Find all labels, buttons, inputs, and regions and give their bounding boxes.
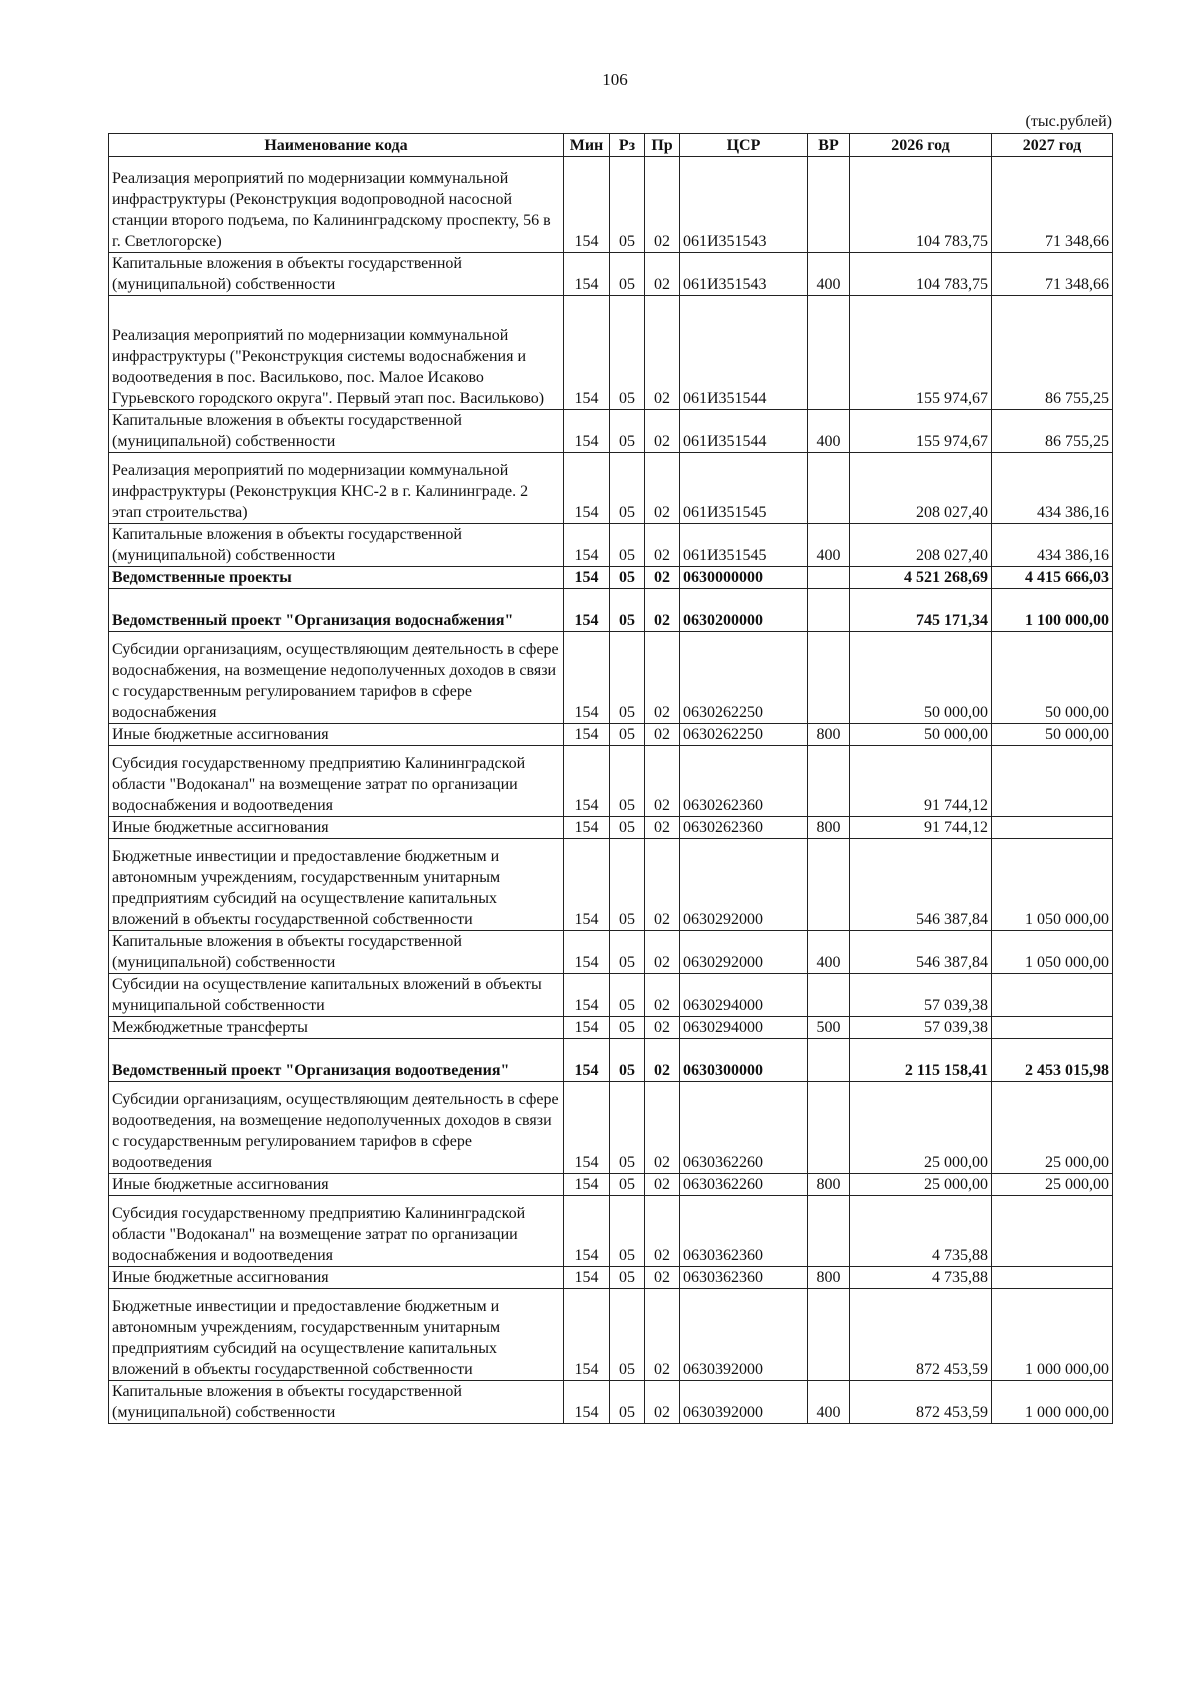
cell-2027: 434 386,16 — [992, 524, 1113, 567]
cell-vr — [808, 1039, 850, 1082]
cell-2026: 50 000,00 — [850, 724, 992, 746]
cell-rz: 05 — [610, 296, 645, 410]
cell-rz: 05 — [610, 724, 645, 746]
cell-2027: 71 348,66 — [992, 253, 1113, 296]
cell-rz: 05 — [610, 974, 645, 1017]
cell-min: 154 — [564, 1082, 610, 1174]
cell-rz: 05 — [610, 746, 645, 817]
cell-name: Субсидии организациям, осуществляющим деятельность в сфере водоснабжения, на возмещение недополученных доходов в связи с государственным регулированием тарифов в сфере водоснабжения — [109, 632, 564, 724]
cell-name: Бюджетные инвестиции и предоставление бюджетным и автономным учреждениям, государственным унитарным предприятиям субсидий на осуществление капитальных вложений в объекты государственной собственности — [109, 1289, 564, 1381]
cell-rz: 05 — [610, 1174, 645, 1196]
header-rz: Рз — [610, 134, 645, 157]
cell-min: 154 — [564, 410, 610, 453]
cell-pr: 02 — [645, 410, 680, 453]
cell-vr: 800 — [808, 724, 850, 746]
cell-2027: 50 000,00 — [992, 724, 1113, 746]
cell-csr: 061И351543 — [680, 157, 808, 253]
table-row — [109, 157, 1113, 253]
cell-rz: 05 — [610, 453, 645, 524]
cell-vr: 400 — [808, 253, 850, 296]
cell-rz: 05 — [610, 931, 645, 974]
cell-name: Ведомственный проект "Организация водоснабжения" — [109, 589, 564, 632]
cell-2026: 4 735,88 — [850, 1196, 992, 1267]
table-row — [109, 589, 1113, 632]
cell-vr — [808, 296, 850, 410]
cell-name: Субсидия государственному предприятию Калининградской области "Водоканал" на возмещение затрат по организации водоснабжения и водоотведения — [109, 1196, 564, 1267]
cell-csr: 0630362260 — [680, 1174, 808, 1196]
cell-csr: 0630292000 — [680, 839, 808, 931]
cell-pr: 02 — [645, 931, 680, 974]
cell-2026: 4 735,88 — [850, 1267, 992, 1289]
table-row — [109, 524, 1113, 567]
cell-csr: 061И351544 — [680, 296, 808, 410]
cell-2027: 4 415 666,03 — [992, 567, 1113, 589]
cell-rz: 05 — [610, 817, 645, 839]
cell-vr — [808, 589, 850, 632]
cell-vr — [808, 632, 850, 724]
cell-min: 154 — [564, 1267, 610, 1289]
cell-csr: 0630300000 — [680, 1039, 808, 1082]
cell-vr: 400 — [808, 931, 850, 974]
cell-name: Капитальные вложения в объекты государственной (муниципальной) собственности — [109, 253, 564, 296]
cell-pr: 02 — [645, 1039, 680, 1082]
cell-csr: 061И351545 — [680, 524, 808, 567]
cell-2026: 872 453,59 — [850, 1289, 992, 1381]
cell-pr: 02 — [645, 1381, 680, 1424]
table-row — [109, 974, 1113, 1017]
cell-vr: 800 — [808, 817, 850, 839]
cell-2027: 71 348,66 — [992, 157, 1113, 253]
cell-csr: 0630292000 — [680, 931, 808, 974]
cell-2026: 208 027,40 — [850, 524, 992, 567]
cell-2026: 745 171,34 — [850, 589, 992, 632]
cell-csr: 061И351543 — [680, 253, 808, 296]
table-row — [109, 1196, 1113, 1267]
cell-2027: 50 000,00 — [992, 632, 1113, 724]
cell-name: Межбюджетные трансферты — [109, 1017, 564, 1039]
cell-vr — [808, 1196, 850, 1267]
cell-2026: 25 000,00 — [850, 1174, 992, 1196]
cell-pr: 02 — [645, 817, 680, 839]
cell-2026: 50 000,00 — [850, 632, 992, 724]
cell-min: 154 — [564, 567, 610, 589]
header-2026: 2026 год — [850, 134, 992, 157]
cell-min: 154 — [564, 524, 610, 567]
cell-rz: 05 — [610, 1082, 645, 1174]
cell-name: Иные бюджетные ассигнования — [109, 1267, 564, 1289]
cell-name: Субсидии организациям, осуществляющим деятельность в сфере водоотведения, на возмещение недополученных доходов в связи с государственным регулированием тарифов в сфере водоотведения — [109, 1082, 564, 1174]
cell-name: Реализация мероприятий по модернизации коммунальной инфраструктуры (Реконструкция водопроводной насосной станции второго подъема, по Калининградскому проспекту, 56 в г. Светлогорске) — [109, 157, 564, 253]
cell-2026: 872 453,59 — [850, 1381, 992, 1424]
cell-2027: 1 100 000,00 — [992, 589, 1113, 632]
cell-rz: 05 — [610, 1039, 645, 1082]
cell-csr: 0630262250 — [680, 724, 808, 746]
cell-csr: 0630294000 — [680, 974, 808, 1017]
cell-pr: 02 — [645, 1196, 680, 1267]
cell-name: Реализация мероприятий по модернизации коммунальной инфраструктуры ("Реконструкция системы водоснабжения и водоотведения в пос. Васильково, пос. Малое Исаково Гурьевского городского округа". Первый этап пос. Васильково) — [109, 296, 564, 410]
cell-2026: 25 000,00 — [850, 1082, 992, 1174]
cell-2026: 104 783,75 — [850, 253, 992, 296]
cell-rz: 05 — [610, 410, 645, 453]
table-row — [109, 746, 1113, 817]
cell-min: 154 — [564, 746, 610, 817]
units-label: (тыс.рублей) — [1025, 113, 1112, 130]
table-body — [109, 157, 1113, 1424]
table-row — [109, 1381, 1113, 1424]
cell-2027: 2 453 015,98 — [992, 1039, 1113, 1082]
cell-vr: 500 — [808, 1017, 850, 1039]
cell-name: Иные бюджетные ассигнования — [109, 724, 564, 746]
cell-name: Субсидии на осуществление капитальных вложений в объекты муниципальной собственности — [109, 974, 564, 1017]
table-row — [109, 839, 1113, 931]
cell-2026: 104 783,75 — [850, 157, 992, 253]
cell-vr — [808, 453, 850, 524]
cell-name: Реализация мероприятий по модернизации коммунальной инфраструктуры (Реконструкция КНС-2 в г. Калининграде. 2 этап строительства) — [109, 453, 564, 524]
cell-rz: 05 — [610, 1267, 645, 1289]
cell-pr: 02 — [645, 839, 680, 931]
cell-2027 — [992, 746, 1113, 817]
cell-2027: 25 000,00 — [992, 1082, 1113, 1174]
cell-pr: 02 — [645, 1017, 680, 1039]
cell-rz: 05 — [610, 1381, 645, 1424]
cell-2027 — [992, 817, 1113, 839]
cell-min: 154 — [564, 1196, 610, 1267]
cell-pr: 02 — [645, 632, 680, 724]
cell-2027 — [992, 974, 1113, 1017]
budget-table — [108, 133, 1113, 1424]
cell-2027: 86 755,25 — [992, 296, 1113, 410]
cell-csr: 0630000000 — [680, 567, 808, 589]
cell-min: 154 — [564, 296, 610, 410]
cell-2027 — [992, 1017, 1113, 1039]
table-row — [109, 453, 1113, 524]
cell-2026: 91 744,12 — [850, 746, 992, 817]
cell-rz: 05 — [610, 1289, 645, 1381]
cell-min: 154 — [564, 931, 610, 974]
cell-vr: 400 — [808, 1381, 850, 1424]
header-name: Наименование кода — [109, 134, 564, 157]
cell-2027 — [992, 1267, 1113, 1289]
table-row — [109, 632, 1113, 724]
cell-pr: 02 — [645, 746, 680, 817]
table-row — [109, 1017, 1113, 1039]
cell-min: 154 — [564, 453, 610, 524]
cell-2027 — [992, 1196, 1113, 1267]
cell-vr: 400 — [808, 410, 850, 453]
cell-csr: 0630262360 — [680, 746, 808, 817]
cell-min: 154 — [564, 817, 610, 839]
cell-csr: 0630294000 — [680, 1017, 808, 1039]
cell-csr: 0630362260 — [680, 1082, 808, 1174]
cell-vr — [808, 1082, 850, 1174]
cell-name: Бюджетные инвестиции и предоставление бюджетным и автономным учреждениям, государственным унитарным предприятиям субсидий на осуществление капитальных вложений в объекты государственной собственности — [109, 839, 564, 931]
cell-2026: 155 974,67 — [850, 296, 992, 410]
cell-name: Капитальные вложения в объекты государственной (муниципальной) собственности — [109, 931, 564, 974]
cell-2027: 1 000 000,00 — [992, 1381, 1113, 1424]
header-csr: ЦСР — [680, 134, 808, 157]
table-row — [109, 724, 1113, 746]
cell-2026: 155 974,67 — [850, 410, 992, 453]
cell-2027: 1 050 000,00 — [992, 839, 1113, 931]
header-2027: 2027 год — [992, 134, 1113, 157]
cell-pr: 02 — [645, 589, 680, 632]
cell-pr: 02 — [645, 157, 680, 253]
cell-pr: 02 — [645, 296, 680, 410]
cell-pr: 02 — [645, 1082, 680, 1174]
cell-name: Субсидия государственному предприятию Калининградской области "Водоканал" на возмещение затрат по организации водоснабжения и водоотведения — [109, 746, 564, 817]
table-row — [109, 1039, 1113, 1082]
table-row — [109, 931, 1113, 974]
cell-name: Капитальные вложения в объекты государственной (муниципальной) собственности — [109, 410, 564, 453]
cell-min: 154 — [564, 1017, 610, 1039]
page-number: 106 — [602, 70, 628, 89]
table-row — [109, 410, 1113, 453]
cell-rz: 05 — [610, 632, 645, 724]
header-pr: Пр — [645, 134, 680, 157]
cell-2027: 1 050 000,00 — [992, 931, 1113, 974]
cell-2027: 434 386,16 — [992, 453, 1113, 524]
cell-min: 154 — [564, 1381, 610, 1424]
cell-csr: 061И351545 — [680, 453, 808, 524]
table-header-row — [109, 134, 1113, 157]
cell-min: 154 — [564, 253, 610, 296]
cell-pr: 02 — [645, 253, 680, 296]
cell-vr: 400 — [808, 524, 850, 567]
table-row — [109, 567, 1113, 589]
cell-2026: 208 027,40 — [850, 453, 992, 524]
cell-min: 154 — [564, 589, 610, 632]
cell-csr: 0630262360 — [680, 817, 808, 839]
cell-pr: 02 — [645, 453, 680, 524]
cell-vr — [808, 157, 850, 253]
cell-name: Капитальные вложения в объекты государственной (муниципальной) собственности — [109, 524, 564, 567]
cell-rz: 05 — [610, 253, 645, 296]
cell-2026: 91 744,12 — [850, 817, 992, 839]
cell-name: Ведомственный проект "Организация водоотведения" — [109, 1039, 564, 1082]
header-min: Мин — [564, 134, 610, 157]
cell-2026: 57 039,38 — [850, 1017, 992, 1039]
header-vr: ВР — [808, 134, 850, 157]
cell-vr — [808, 839, 850, 931]
cell-vr — [808, 746, 850, 817]
cell-2027: 86 755,25 — [992, 410, 1113, 453]
cell-pr: 02 — [645, 974, 680, 1017]
cell-rz: 05 — [610, 589, 645, 632]
cell-name: Иные бюджетные ассигнования — [109, 1174, 564, 1196]
cell-2026: 57 039,38 — [850, 974, 992, 1017]
table-row — [109, 1267, 1113, 1289]
cell-csr: 0630392000 — [680, 1289, 808, 1381]
cell-min: 154 — [564, 1039, 610, 1082]
cell-pr: 02 — [645, 567, 680, 589]
cell-vr — [808, 567, 850, 589]
cell-pr: 02 — [645, 1267, 680, 1289]
cell-min: 154 — [564, 632, 610, 724]
cell-rz: 05 — [610, 1196, 645, 1267]
cell-2026: 546 387,84 — [850, 931, 992, 974]
table-row — [109, 817, 1113, 839]
cell-min: 154 — [564, 1289, 610, 1381]
cell-pr: 02 — [645, 1289, 680, 1381]
cell-min: 154 — [564, 1174, 610, 1196]
cell-rz: 05 — [610, 524, 645, 567]
cell-vr: 800 — [808, 1174, 850, 1196]
cell-rz: 05 — [610, 1017, 645, 1039]
cell-rz: 05 — [610, 567, 645, 589]
cell-2026: 2 115 158,41 — [850, 1039, 992, 1082]
cell-vr — [808, 974, 850, 1017]
table-row — [109, 296, 1113, 410]
cell-pr: 02 — [645, 524, 680, 567]
cell-min: 154 — [564, 974, 610, 1017]
cell-csr: 0630362360 — [680, 1267, 808, 1289]
cell-csr: 0630200000 — [680, 589, 808, 632]
cell-csr: 0630362360 — [680, 1196, 808, 1267]
cell-2027: 25 000,00 — [992, 1174, 1113, 1196]
cell-2026: 4 521 268,69 — [850, 567, 992, 589]
cell-pr: 02 — [645, 724, 680, 746]
cell-min: 154 — [564, 724, 610, 746]
cell-name: Иные бюджетные ассигнования — [109, 817, 564, 839]
cell-2027: 1 000 000,00 — [992, 1289, 1113, 1381]
cell-name: Капитальные вложения в объекты государственной (муниципальной) собственности — [109, 1381, 564, 1424]
cell-rz: 05 — [610, 157, 645, 253]
cell-min: 154 — [564, 157, 610, 253]
cell-pr: 02 — [645, 1174, 680, 1196]
cell-csr: 061И351544 — [680, 410, 808, 453]
cell-vr: 800 — [808, 1267, 850, 1289]
cell-name: Ведомственные проекты — [109, 567, 564, 589]
cell-rz: 05 — [610, 839, 645, 931]
table-row — [109, 1082, 1113, 1174]
cell-min: 154 — [564, 839, 610, 931]
table-row — [109, 253, 1113, 296]
cell-vr — [808, 1289, 850, 1381]
table-row — [109, 1289, 1113, 1381]
cell-csr: 0630392000 — [680, 1381, 808, 1424]
cell-csr: 0630262250 — [680, 632, 808, 724]
table-row — [109, 1174, 1113, 1196]
cell-2026: 546 387,84 — [850, 839, 992, 931]
